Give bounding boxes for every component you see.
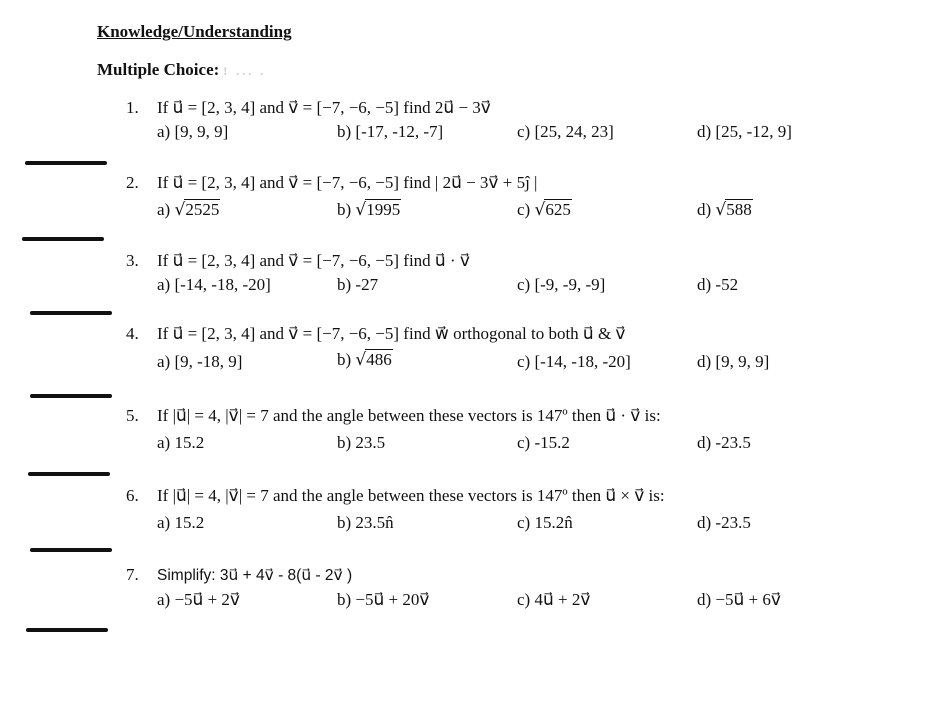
question-text: If u⃗ = [2, 3, 4] and v⃗ = [−7, −6, −5] find | 2u⃗ − 3v⃗ + 5ĵ |: [157, 173, 538, 192]
question-number: 2.: [126, 173, 139, 192]
question-6: [0, 486, 938, 536]
option-c: c) -15.2: [517, 433, 570, 452]
option-a: a) [9, -18, 9]: [157, 352, 243, 371]
answer-blank-2[interactable]: [22, 237, 104, 241]
option-d: d) -52: [697, 275, 739, 294]
option-a: a) 15.2: [157, 513, 205, 532]
square-root: [355, 350, 392, 370]
radicand: 588: [726, 200, 752, 219]
answer-blank-4[interactable]: [30, 394, 112, 398]
multiple-choice-heading: [97, 60, 266, 80]
question-3: [0, 251, 938, 301]
question-1: [0, 98, 938, 148]
radicand: 625: [545, 200, 571, 219]
question-text: If |u⃗| = 4, |v⃗| = 7 and the angle between these vectors is 147º then u⃗ · v⃗ is:: [157, 406, 661, 425]
question-7: [0, 565, 938, 615]
radical-sign-icon: √: [715, 200, 727, 220]
option-a: a) 15.2: [157, 433, 205, 452]
option-b: b) -27: [337, 275, 379, 294]
answer-blank-5[interactable]: [28, 472, 110, 476]
option-d: [697, 200, 753, 220]
question-number: 3.: [126, 251, 139, 270]
question-number: 7.: [126, 565, 139, 584]
answer-blank-3[interactable]: [30, 311, 112, 315]
option-a: a) −5u⃗ + 2v⃗: [157, 590, 240, 609]
option-b: b) −5u⃗ + 20v⃗: [337, 590, 430, 609]
question-2: [0, 173, 938, 228]
question-number: 5.: [126, 406, 139, 425]
radical-sign-icon: √: [534, 200, 546, 220]
radicand: 2525: [185, 200, 220, 219]
radicand: 486: [366, 350, 392, 369]
question-number: 6.: [126, 486, 139, 505]
option-b: b) 23.5n̂: [337, 513, 394, 532]
option-prefix: d): [697, 200, 712, 219]
answer-blank-1[interactable]: [25, 161, 107, 165]
multiple-choice-label: Multiple Choice:: [97, 60, 220, 79]
option-prefix: a): [157, 200, 171, 219]
option-c: c) [25, 24, 23]: [517, 122, 614, 141]
option-b: b) [-17, -12, -7]: [337, 122, 444, 141]
question-5: [0, 406, 938, 456]
radicand: 1995: [366, 200, 401, 219]
option-d: d) −5u⃗ + 6v⃗: [697, 590, 781, 609]
question-number: 4.: [126, 324, 139, 343]
option-a: [157, 200, 220, 220]
radical-sign-icon: √: [355, 200, 367, 220]
radical-sign-icon: √: [355, 350, 367, 370]
option-c: c) 15.2n̂: [517, 513, 573, 532]
option-c: [517, 200, 572, 220]
question-number: 1.: [126, 98, 139, 117]
option-d: d) [25, -12, 9]: [697, 122, 792, 141]
option-d: d) -23.5: [697, 433, 751, 452]
option-b: b) 23.5: [337, 433, 386, 452]
square-root: [174, 200, 220, 220]
option-d: d) -23.5: [697, 513, 751, 532]
option-b: [337, 350, 393, 370]
square-root: [355, 200, 401, 220]
question-text: If u⃗ = [2, 3, 4] and v⃗ = [−7, −6, −5] find u⃗ · v⃗: [157, 251, 470, 270]
option-c: c) 4u⃗ + 2v⃗: [517, 590, 591, 609]
option-prefix: b): [337, 200, 352, 219]
option-prefix: b): [337, 350, 352, 369]
option-d: d) [9, 9, 9]: [697, 352, 770, 371]
question-text: If u⃗ = [2, 3, 4] and v⃗ = [−7, −6, −5] find w⃗ orthogonal to both u⃗ & v⃗: [157, 324, 626, 343]
option-prefix: c): [517, 200, 531, 219]
option-b: [337, 200, 401, 220]
square-root: [534, 200, 571, 220]
option-a: a) [9, 9, 9]: [157, 122, 229, 141]
faint-instruction-text: ! ... .: [223, 64, 267, 78]
option-a: a) [-14, -18, -20]: [157, 275, 271, 294]
question-text: Simplify: 3u⃗ + 4v⃗ - 8(u⃗ - 2v⃗ ): [157, 567, 353, 584]
question-text: If u⃗ = [2, 3, 4] and v⃗ = [−7, −6, −5] find 2u⃗ − 3v⃗: [157, 98, 491, 117]
radical-sign-icon: √: [174, 200, 186, 220]
question-4: [0, 324, 938, 379]
answer-blank-7[interactable]: [26, 628, 108, 632]
question-text: If |u⃗| = 4, |v⃗| = 7 and the angle between these vectors is 147º then u⃗ × v⃗ is:: [157, 486, 665, 505]
option-c: c) [-14, -18, -20]: [517, 352, 631, 371]
square-root: [715, 200, 752, 220]
option-c: c) [-9, -9, -9]: [517, 275, 606, 294]
answer-blank-6[interactable]: [30, 548, 112, 552]
section-title: Knowledge/Understanding: [97, 22, 292, 41]
